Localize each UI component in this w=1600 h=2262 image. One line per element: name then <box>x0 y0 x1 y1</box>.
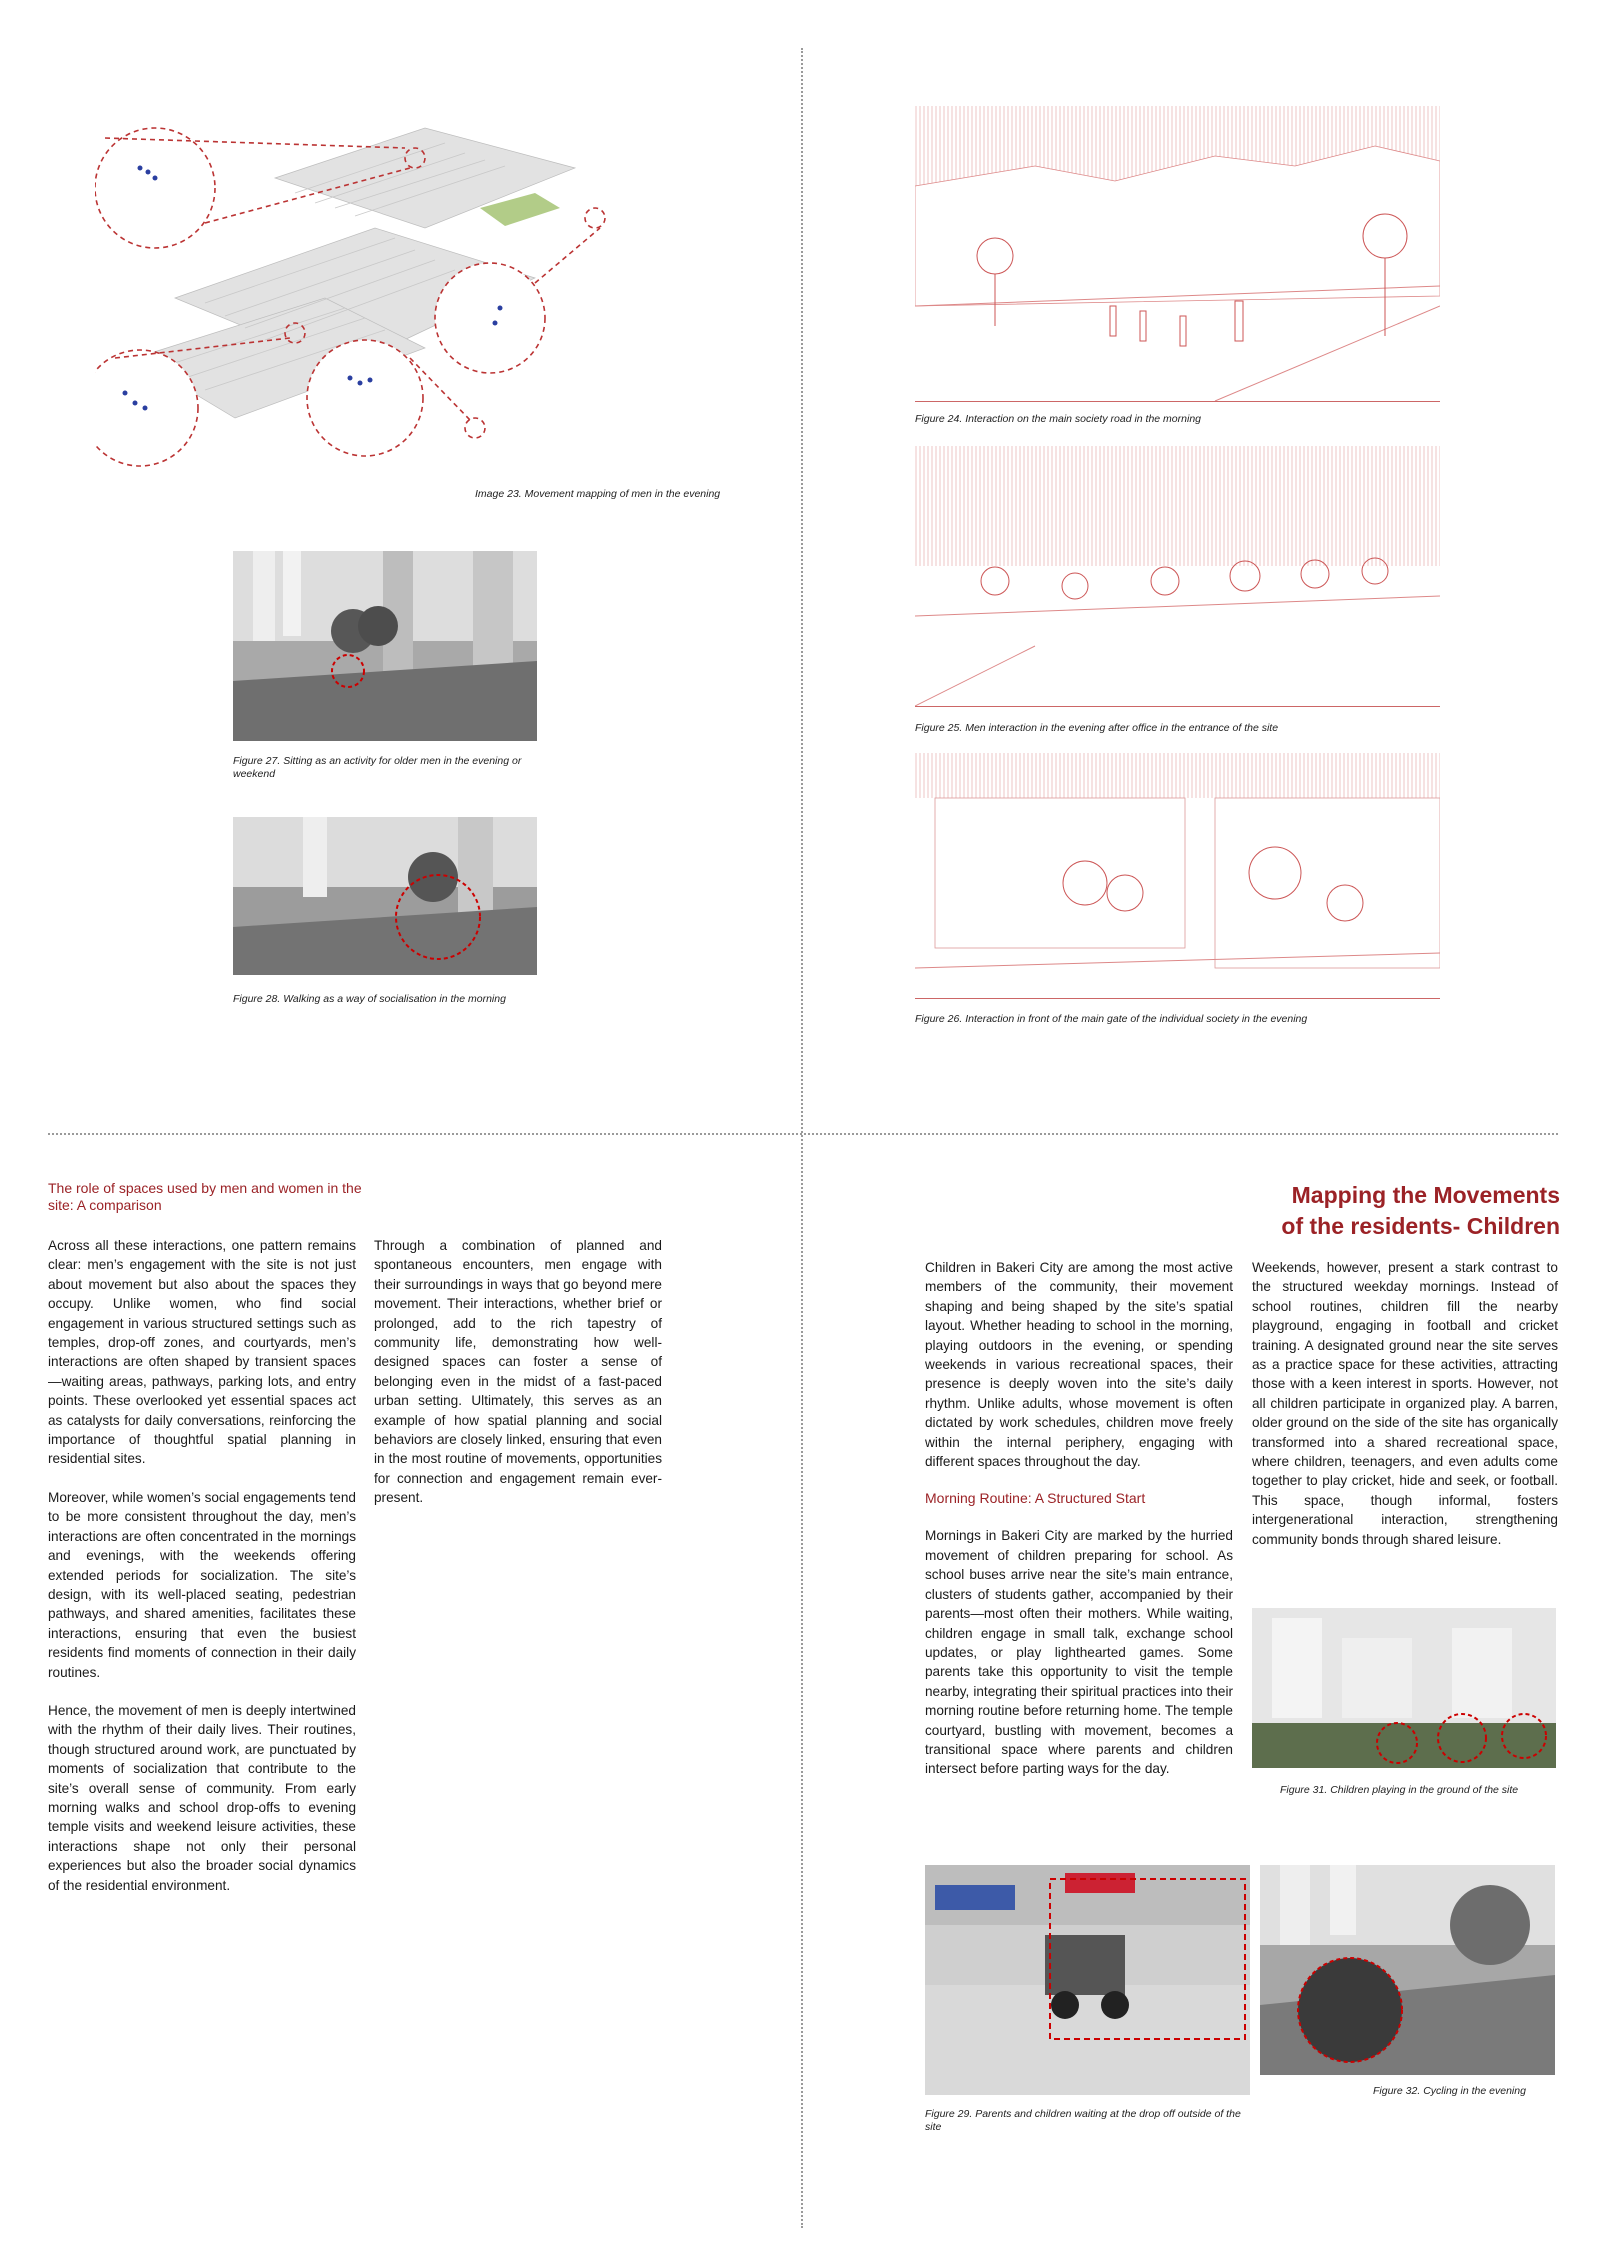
right-column-1 <box>925 1258 1233 1798</box>
title-line-1: Mapping the Movements <box>1291 1182 1560 1208</box>
caption-figure-32: Figure 32. Cycling in the evening <box>1373 2085 1526 2097</box>
caption-figure-27: Figure 27. Sitting as an activity for older men in the evening or weekend <box>233 755 522 780</box>
section-title-children <box>1130 1180 1560 1242</box>
vertical-page-divider <box>801 48 803 2228</box>
caption-image-23: Image 23. Movement mapping of men in the evening <box>475 488 721 500</box>
paragraph: Moreover, while women’s social engagements tend to be more consistent throughout the day, men’s interactions are often concentrated in the mornings and evenings, with the weekends offering extended periods for socialization. The site’s design, with its well-placed seating, pedestrian pathways, and shared amenities, facilitates these interactions, ensuring that even the busiest residents find moments of connection in their daily routines. <box>48 1489 356 1680</box>
figure-24-sketch <box>915 106 1440 402</box>
caption-figure-24: Figure 24. Interaction on the main society road in the morning <box>915 413 1201 425</box>
figure-26-sketch <box>915 753 1440 999</box>
figure-25-sketch <box>915 446 1440 707</box>
caption-figure-26: Figure 26. Interaction in front of the main gate of the individual society in the evening <box>915 1013 1308 1025</box>
paragraph: Hence, the movement of men is deeply intertwined with the rhythm of their daily lives. Their routines, though structured around work, are punctuated by moments of socialization that contribute to the site’s overall sense of community. From early morning walks and school drop-offs to evening temple visits and weekend leisure activities, these interactions shape not only their personal experiences but also the broader social dynamics of the residential environment. <box>48 1702 356 1893</box>
title-line-2: of the residents- Children <box>1281 1213 1560 1239</box>
caption-figure-29: Figure 29. Parents and children waiting at the drop off outside of the site <box>925 2108 1241 2133</box>
paragraph-weekends: Weekends, however, present a stark contrast to the structured weekday mornings. Instead of school routines, children fill the nearby playground, engaging in football and cricket training. A designated ground near the site serves as a practice space for these activities, attracting those with a keen interest in sports. However, not all children participate in organized play. A barren, older ground on the side of the site has organically transformed into a shared recreational space, where children, teenagers, and even adults come together to play cricket, hide and seek, or football. This space, though informal, fosters intergenerational interaction, strengthening community bonds through shared leisure. <box>1252 1260 1558 1547</box>
left-column-1 <box>48 1236 356 1914</box>
caption-figure-28: Figure 28. Walking as a way of socialisation in the morning <box>233 993 506 1005</box>
horizontal-page-divider <box>48 1133 1558 1135</box>
right-column-2 <box>1252 1258 1558 1568</box>
movement-mapping-diagram <box>95 108 745 493</box>
caption-figure-31: Figure 31. Children playing in the ground of the site <box>1280 1784 1519 1796</box>
left-column-2 <box>374 1236 662 1527</box>
paragraph: Through a combination of planned and spontaneous encounters, men engage with their surroundings in ways that go beyond mere movement. Their interactions, whether brief or prolonged, add to the rich tapestry of community life, demonstrating how well-designed spaces can foster a sense of belonging even in the midst of a fast-paced urban setting. Ultimately, this serves as an example of how spatial planning and social behaviors are closely linked, ensuring that even in the most routine of movements, opportunities for connection and engagement remain ever-present. <box>374 1238 662 1506</box>
paragraph-morning: Mornings in Bakeri City are marked by the hurried movement of children preparing for school. As school buses arrive near the site’s main entrance, clusters of students gather, accompanied by their parents—most often their mothers. While waiting, children engage in small talk, exchange school updates, or play lighthearted games. Some parents take this opportunity to visit the temple nearby, integrating their spiritual practices into their morning routine before returning home. The temple courtyard, bustling with movement, becomes a transitional space where parents and children intersect before parting ways for the day. <box>925 1528 1233 1777</box>
figure-29-photo <box>925 1865 1250 2095</box>
figure-31-photo <box>1252 1608 1556 1768</box>
paragraph: Across all these interactions, one pattern remains clear: men’s engagement with the site is not just about movement but also about the spaces they occupy. Unlike women, who find social engagement in various structured settings such as temples, drop-off zones, and courtyards, men’s interactions are often shaped by transient spaces—waiting areas, pathways, parking lots, and entry points. These overlooked yet essential spaces act as catalysts for daily conversations, reinforcing the importance of thoughtful spatial planning in residential sites. <box>48 1238 356 1467</box>
subheading-morning-routine: Morning Routine: A Structured Start <box>925 1490 1146 1507</box>
figure-27-photo <box>233 551 537 741</box>
figure-32-photo <box>1260 1865 1555 2075</box>
paragraph-intro: Children in Bakeri City are among the most active members of the community, their movement shaping and being shaped by the site’s spatial layout. Whether heading to school in the morning, playing outdoors in the evening, or spending weekends in various recreational spaces, their presence is deeply woven into the site’s daily rhythm. Unlike adults, whose movement is often dictated by work schedules, children move freely within the internal periphery, engaging with different spaces throughout the day. <box>925 1260 1233 1470</box>
caption-figure-25: Figure 25. Men interaction in the evening after office in the entrance of the site <box>915 722 1279 734</box>
section-heading-men-women: The role of spaces used by men and women in the site: A comparison <box>48 1180 362 1213</box>
figure-28-photo <box>233 817 537 975</box>
